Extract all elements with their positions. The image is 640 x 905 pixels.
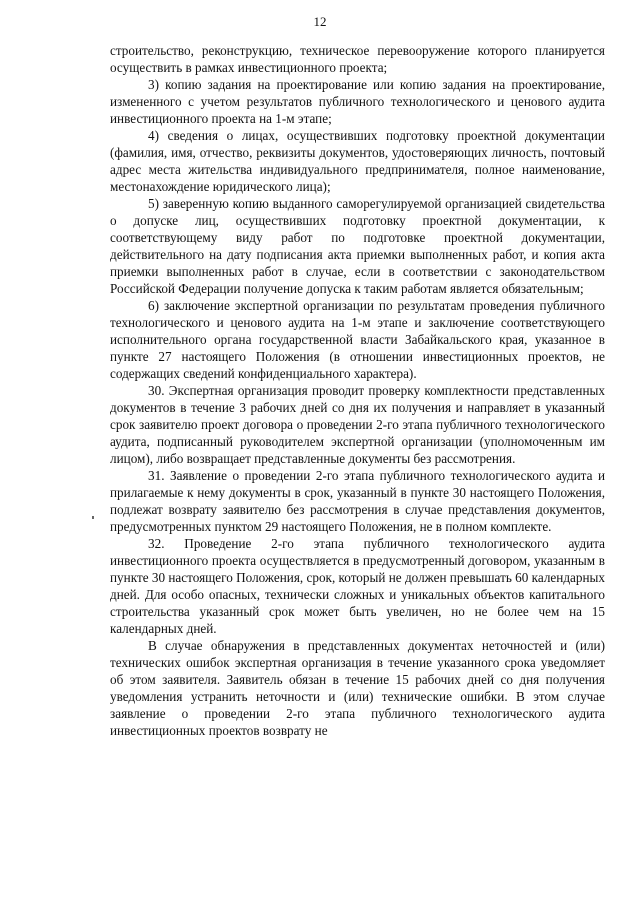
paragraph-clause-30: 30. Экспертная организация проводит проверку комплектности представленных документов в течение 3 рабочих дней со дня их получения и направляет в указанный срок заявителю проект договора о проведении 2-го этапа публичного технологического аудита, подписанный руководителем экспертной организации (уполномоченным им лицом), либо возвращает представленные документы без рассмотрения. [110,383,605,466]
paragraph-item-5: 5) заверенную копию выданного саморегулируемой организацией свидетельства о допуске лиц, осуществивших подготовку проектной документации, к соответствующему виду работ по подготовке проектной документации, действительного на дату подписания акта приемки выполненных работ, и копия акта приемки выполненных работ в случае, если в соответствии с законодательством Российской Федерации получение допуска к таким работам является обязательным; [110,196,605,296]
scan-mark [92,516,94,519]
paragraph-clause-31: 31. Заявление о проведении 2-го этапа публичного технологического аудита и прилагаемые к нему документы в срок, указанный в пункте 30 настоящего Положения, подлежат возврату заявителю без рассмотрения в случае представления документов, предусмотренных пунктом 29 настоящего Положения, не в полном комплекте. [110,468,605,534]
document-body [110,42,605,739]
page-number: 12 [313,14,327,29]
paragraph-item-4: 4) сведения о лицах, осуществивших подготовку проектной документации (фамилия, имя, отчество, реквизиты документов, удостоверяющих личность, почтовый адрес места жительства индивидуального предпринимателя, полное наименование, местонахождение юридического лица); [110,128,605,194]
paragraph-errors-notice: В случае обнаружения в представленных документах неточностей и (или) технических ошибок экспертная организация в течение указанного срока уведомляет об этом заявителя. Заявитель обязан в течение 15 рабочих дней со дня получения уведомления устранить неточности и (или) технические ошибки. В этом случае заявление о проведении 2-го этапа публичного технологического аудита инвестиционных проектов возврату не [110,638,605,738]
paragraph-item-6: 6) заключение экспертной организации по результатам проведения публичного технологического и ценового аудита на 1-м этапе и заключение соответствующего исполнительного органа государственной власти Забайкальского края, указанное в пункте 27 настоящего Положения (в отношении инвестиционных проектов, не содержащих сведений конфиденциального характера). [110,298,605,381]
paragraph-item-3: 3) копию задания на проектирование или копию задания на проектирование, измененного с учетом результатов публичного технологического и ценового аудита инвестиционного проекта на 1-м этапе; [110,77,605,126]
paragraph-clause-32: 32. Проведение 2-го этапа публичного технологического аудита инвестиционного проекта осуществляется в предусмотренный договором, указанным в пункте 30 настоящего Положения, срок, который не должен превышать 60 календарных дней. Для особо опасных, технически сложных и уникальных объектов капитального строительства указанный срок может быть увеличен, но не более чем на 15 календарных дней. [110,536,605,636]
paragraph-continuation: строительство, реконструкцию, техническое перевооружение которого планируется осуществить в рамках инвестиционного проекта; [110,43,605,75]
